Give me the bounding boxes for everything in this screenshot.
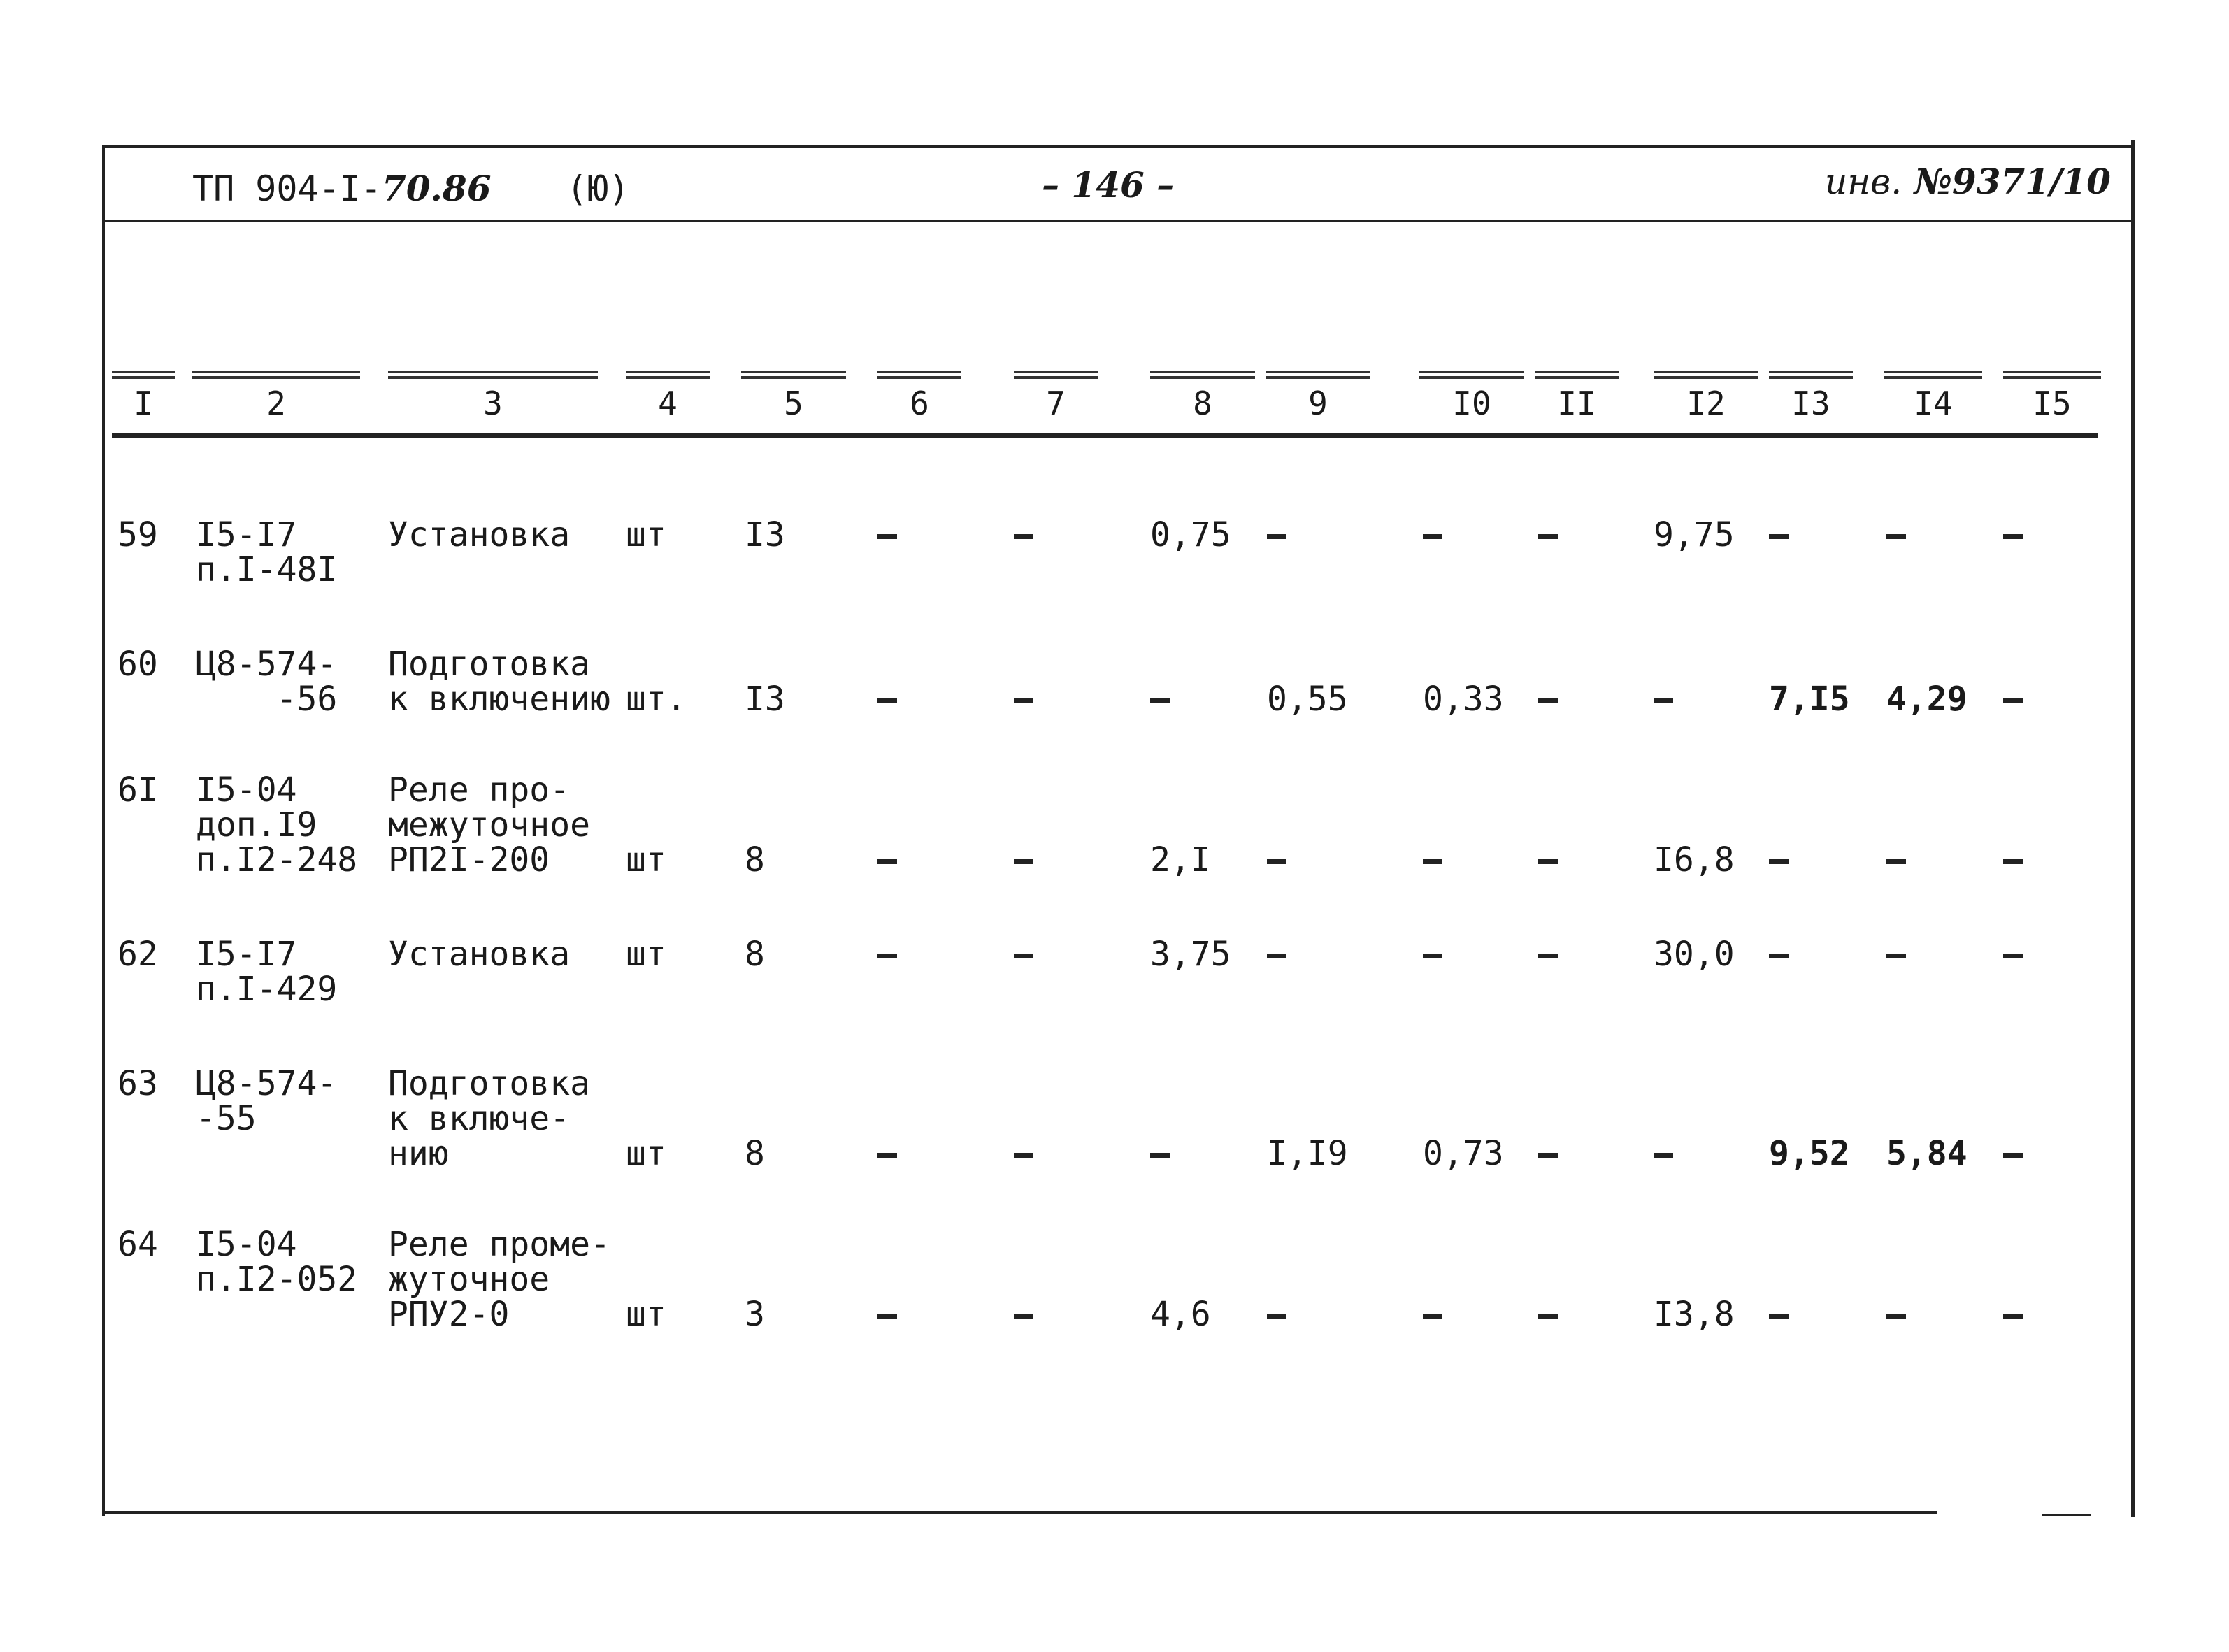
value-c8: 2,I [1150,840,1211,879]
empty-value-dash [1886,534,1906,539]
frame-bottom-line [105,1511,1937,1514]
norm-code: I5-I7 п.I-429 [196,935,338,1009]
empty-value-dash [1150,698,1170,703]
work-name: Установка [388,515,571,554]
frame-bottom-line-tail [2042,1514,2091,1516]
empty-value-dash [1769,954,1789,958]
row-number: 6I [117,770,158,810]
value-c12: 9,75 [1654,515,1735,554]
value-c9: I,I9 [1267,1134,1348,1173]
column-header-rule-6 [877,371,961,379]
work-name: Установка [388,935,571,974]
column-header-rule-15 [2003,371,2101,379]
frame-top-line [103,145,2131,148]
column-header-rule-2 [192,371,360,379]
quantity: 8 [745,840,765,879]
row-number: 60 [117,645,158,684]
empty-value-dash [1769,1314,1789,1319]
empty-value-dash [1886,954,1906,958]
inventory-value: №9371/10 [1914,161,2111,202]
column-header-12: I2 [1686,385,1726,422]
empty-value-dash [1014,698,1033,703]
quantity: I3 [745,515,785,554]
norm-code: I5-04 доп.I9 п.I2-248 [196,770,358,879]
column-header-13: I3 [1791,385,1830,422]
empty-value-dash [1886,1314,1906,1319]
value-c12: I3,8 [1654,1295,1735,1334]
work-name: Реле проме- жуточное РПУ2-0 [388,1225,610,1334]
column-header-rule-7 [1014,371,1098,379]
frame-right-line [2131,140,2135,1517]
column-header-5: 5 [784,385,803,422]
row-number: 59 [117,515,158,554]
value-c9: 0,55 [1267,680,1348,719]
empty-value-dash [1654,698,1673,703]
column-header-2: 2 [266,385,286,422]
empty-value-dash [1014,954,1033,958]
value-c12: I6,8 [1654,840,1735,879]
empty-value-dash [2003,1314,2023,1319]
column-header-rule-11 [1535,371,1619,379]
norm-code: I5-04 п.I2-052 [196,1225,358,1299]
empty-value-dash [877,1153,897,1158]
norm-code: I5-I7 п.I-48I [196,515,338,589]
empty-value-dash [1538,1153,1558,1158]
quantity: I3 [745,680,785,719]
empty-value-dash [1654,1153,1673,1158]
work-name: Подготовка к включению [388,645,610,719]
inventory-prefix: инв. [1825,161,1902,202]
column-header-rule-12 [1654,371,1758,379]
empty-value-dash [1538,1314,1558,1319]
column-header-rule-10 [1419,371,1524,379]
column-header-rule-5 [741,371,846,379]
page-number: – 146 – [1042,164,1175,206]
empty-value-dash [1423,534,1442,539]
empty-value-dash [1267,1314,1286,1319]
column-header-rule-13 [1769,371,1853,379]
empty-value-dash [1267,954,1286,958]
value-c14: 4,29 [1886,680,1968,719]
column-header-14: I4 [1914,385,1953,422]
norm-code: Ц8-574- -55 [196,1064,338,1138]
doc-code [192,168,492,209]
unit: шт. [626,680,687,719]
empty-value-dash [877,859,897,864]
value-c13: 7,I5 [1769,680,1850,719]
column-header-rule-14 [1884,371,1982,379]
quantity: 3 [745,1295,765,1334]
column-header-7: 7 [1046,385,1066,422]
empty-value-dash [2003,859,2023,864]
empty-value-dash [2003,534,2023,539]
empty-value-dash [877,698,897,703]
empty-value-dash [1150,1153,1170,1158]
empty-value-dash [1769,534,1789,539]
column-header-rule-3 [388,371,598,379]
value-c14: 5,84 [1886,1134,1968,1173]
empty-value-dash [2003,698,2023,703]
empty-value-dash [1538,698,1558,703]
row-number: 64 [117,1225,158,1264]
section-label: (Ю) [566,168,630,209]
column-header-rule-4 [626,371,710,379]
empty-value-dash [1423,954,1442,958]
doc-code-printed: ТП 904-I- [192,168,382,209]
empty-value-dash [1538,859,1558,864]
unit: шт [626,935,666,974]
work-name: Подготовка к включе- нию [388,1064,590,1173]
value-c10: 0,33 [1423,680,1504,719]
empty-value-dash [1886,859,1906,864]
column-header-9: 9 [1308,385,1328,422]
column-header-15: I5 [2033,385,2072,422]
work-name: Реле про- межуточное РП2I-200 [388,770,590,879]
empty-value-dash [1014,859,1033,864]
empty-value-dash [1014,1314,1033,1319]
frame-left-line [102,145,105,1516]
column-header-4: 4 [658,385,678,422]
norm-code: Ц8-574- -56 [196,645,338,719]
quantity: 8 [745,935,765,974]
value-c8: 3,75 [1150,935,1231,974]
empty-value-dash [1014,534,1033,539]
column-header-1: I [134,385,153,422]
empty-value-dash [1267,534,1286,539]
row-number: 62 [117,935,158,974]
row-number: 63 [117,1064,158,1103]
value-c10: 0,73 [1423,1134,1504,1173]
unit: шт [626,515,666,554]
quantity: 8 [745,1134,765,1173]
empty-value-dash [1014,1153,1033,1158]
empty-value-dash [1423,859,1442,864]
column-header-6: 6 [910,385,929,422]
column-header-rule-1 [112,371,175,379]
column-header-3: 3 [483,385,503,422]
empty-value-dash [1769,859,1789,864]
column-header-11: II [1557,385,1596,422]
empty-value-dash [2003,1153,2023,1158]
empty-value-dash [1267,859,1286,864]
value-c12: 30,0 [1654,935,1735,974]
column-header-bottom-line [112,433,2098,438]
empty-value-dash [2003,954,2023,958]
empty-value-dash [1423,1314,1442,1319]
header-separator-line [105,220,2131,222]
empty-value-dash [1538,954,1558,958]
column-header-rule-9 [1266,371,1370,379]
column-header-rule-8 [1150,371,1255,379]
inventory-number [1825,161,2111,202]
empty-value-dash [1538,534,1558,539]
empty-value-dash [877,534,897,539]
unit: шт [626,1134,666,1173]
empty-value-dash [877,1314,897,1319]
empty-value-dash [877,954,897,958]
column-header-8: 8 [1193,385,1212,422]
value-c13: 9,52 [1769,1134,1850,1173]
value-c8: 4,6 [1150,1295,1211,1334]
column-header-10: I0 [1452,385,1491,422]
unit: шт [626,1295,666,1334]
unit: шт [626,840,666,879]
value-c8: 0,75 [1150,515,1231,554]
doc-code-handwritten: 70.86 [381,168,492,209]
